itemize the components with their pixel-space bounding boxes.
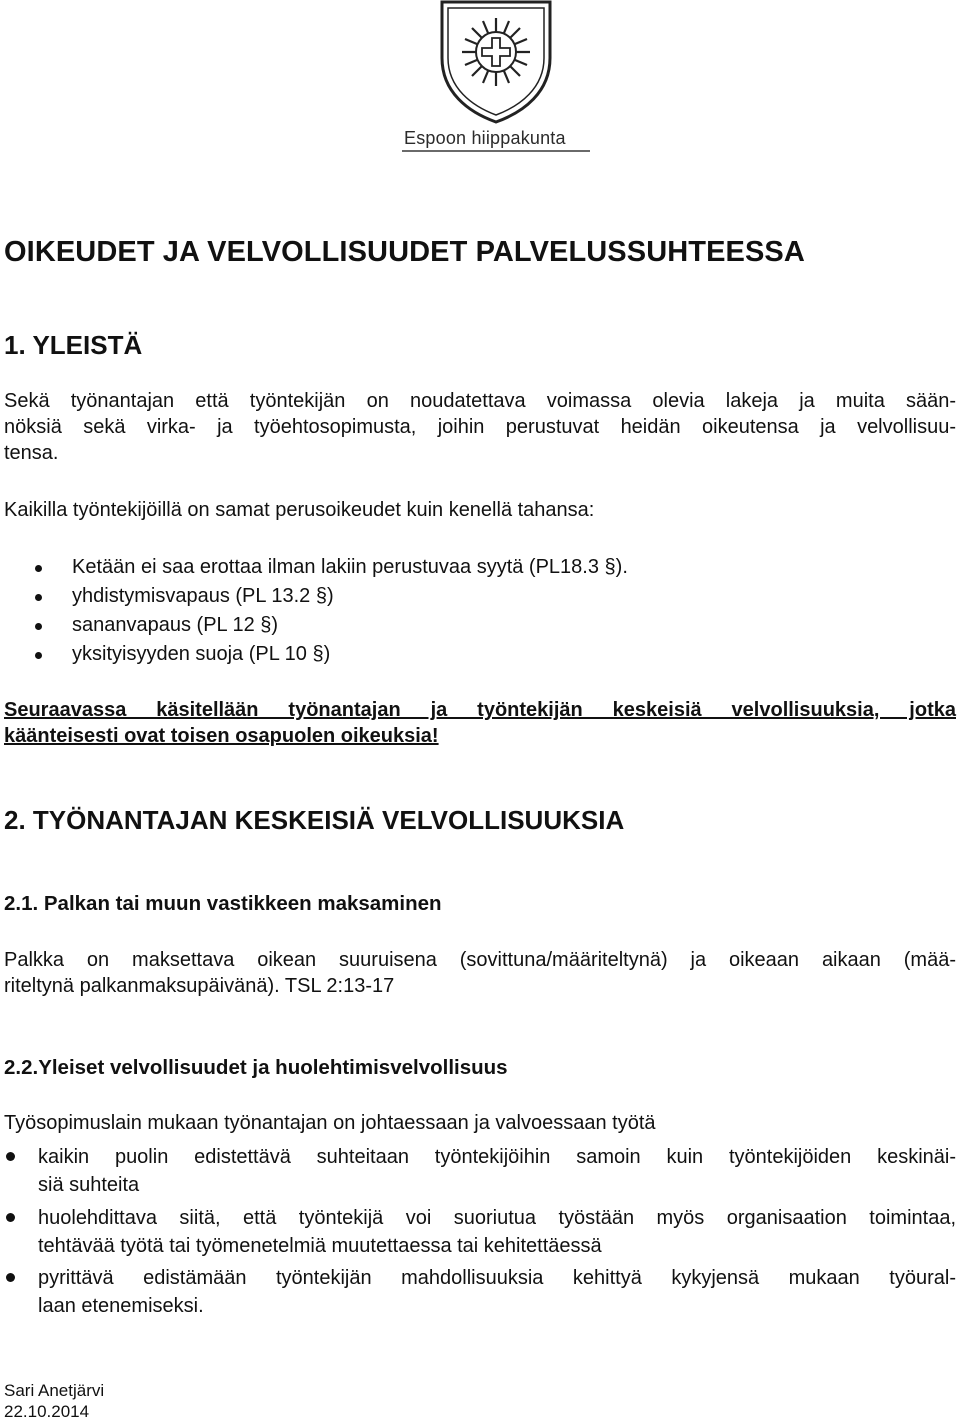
paragraph-line: Sekä työnantajan että työntekijän on noudatettava voimassa olevia lakeja ja muita sään-: [4, 390, 956, 412]
bullet-icon: [35, 594, 42, 601]
author-name: Sari Anetjärvi: [4, 1381, 105, 1400]
paragraph-line: tensa.: [4, 442, 59, 464]
logo-underline: [402, 150, 590, 152]
logo-text: Espoon hiippakunta: [404, 128, 566, 148]
list-item: kaikin puolin edistettävä suhteitaan työntekijöihin samoin kuin työntekijöiden keskinäi- siä suhteita: [38, 1143, 956, 1199]
subsection-2-2-intro: Työsopimuslain mukaan työnantajan on johtaessaan ja valvoessaan työtä: [4, 1112, 656, 1134]
subsection-2-1-paragraph: [4, 947, 956, 999]
bullet-icon: [6, 1213, 15, 1222]
list-item: Ketään ei saa erottaa ilman lakiin perustuvaa syytä (PL18.3 §).: [72, 556, 628, 579]
bullet-icon: [6, 1152, 15, 1161]
subsection-2-1-heading: 2.1. Palkan tai muun vastikkeen maksaminen: [4, 892, 442, 915]
document-date: 22.10.2014: [4, 1402, 90, 1421]
obligations-note: [4, 697, 956, 749]
section-1-paragraph: [4, 388, 956, 466]
paragraph-line: nöksiä sekä virka- ja työehtosopimusta, joihin perustuvat heidän oikeutensa ja velvollisuu-: [4, 416, 956, 438]
list-item: yhdistymisvapaus (PL 13.2 §): [72, 585, 334, 608]
list-item: pyrittävä edistämään työntekijän mahdollisuuksia kehittyä kykyjensä mukaan työural- laan etenemiseksi.: [38, 1264, 956, 1320]
document-footer: [4, 1380, 104, 1422]
note-line: Seuraavassa käsitellään työnantajan ja työntekijän keskeisiä velvollisuuksia, jotka: [4, 699, 956, 721]
section-2-heading: 2. TYÖNANTAJAN KESKEISIÄ VELVOLLISUUKSIA: [4, 805, 625, 835]
list-item: sananvapaus (PL 12 §): [72, 614, 278, 637]
list-item: huolehdittava siitä, että työntekijä voi suoriutua työstään myös organisaation toimintaa, tehtävää työtä tai työmenetelmiä muutettaessa tai kehitettäessä: [38, 1204, 956, 1260]
coat-of-arms-icon: [438, 0, 554, 124]
bullet-icon: [6, 1273, 15, 1282]
paragraph-line: Palkka on maksettava oikean suuruisena (sovittuna/määriteltynä) ja oikeaan aikaan (mää-: [4, 949, 956, 971]
bullet-icon: [35, 623, 42, 630]
bullet-icon: [35, 652, 42, 659]
section-1-heading: 1. YLEISTÄ: [4, 330, 143, 360]
basic-rights-intro: Kaikilla työntekijöillä on samat perusoikeudet kuin kenellä tahansa:: [4, 499, 595, 521]
note-line: käänteisesti ovat toisen osapuolen oikeuksia!: [4, 725, 439, 747]
page-title: OIKEUDET JA VELVOLLISUUDET PALVELUSSUHTEESSA: [4, 236, 805, 268]
list-item: yksityisyyden suoja (PL 10 §): [72, 643, 330, 666]
subsection-2-2-heading: 2.2.Yleiset velvollisuudet ja huolehtimisvelvollisuus: [4, 1056, 508, 1079]
bullet-icon: [35, 565, 42, 572]
diocese-logo: [396, 0, 596, 160]
paragraph-line: riteltynä palkanmaksupäivänä). TSL 2:13-17: [4, 975, 395, 997]
